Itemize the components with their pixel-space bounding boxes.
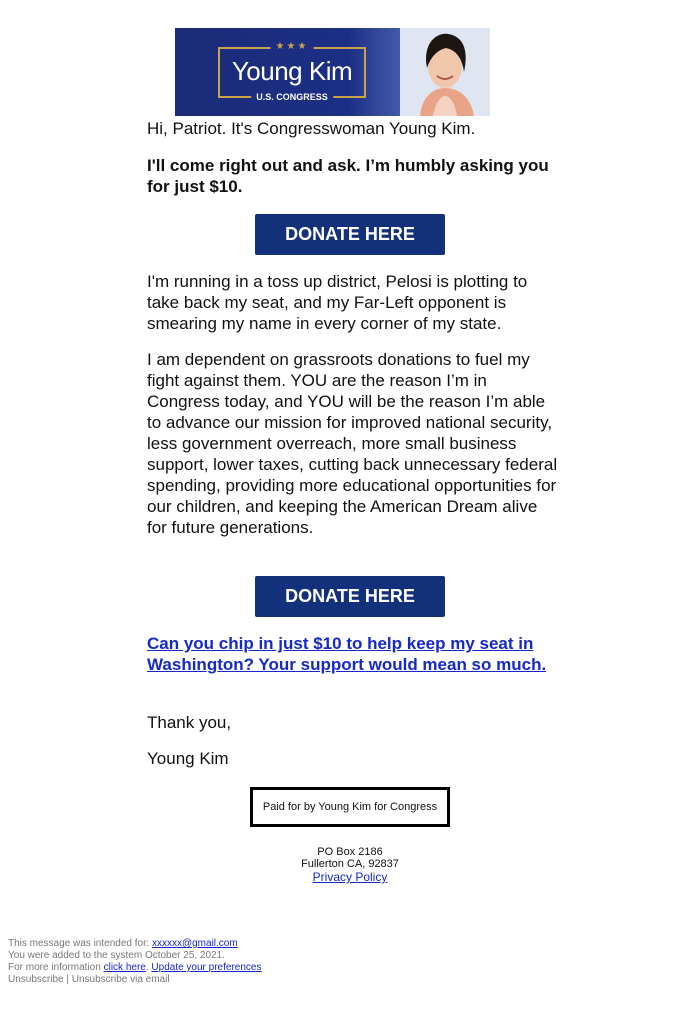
donate-button-top[interactable]: DONATE HERE xyxy=(255,214,445,255)
logo-subtitle: U.S. CONGRESS xyxy=(251,90,333,104)
body-paragraph-1: I'm running in a toss up district, Pelosi is plotting to take back my seat, and my Far-Left opponent is smearing my name in every corner of my state. xyxy=(147,272,528,333)
recipient-email-link[interactable]: xxxxxx@gmail.com xyxy=(151,938,238,949)
closing-text: Thank you, xyxy=(147,713,232,732)
click-here-link[interactable]: click here xyxy=(103,962,146,973)
privacy-policy-link[interactable]: Privacy Policy xyxy=(312,870,388,884)
footer-added: You were added to the system October 25, 2021. xyxy=(8,950,225,961)
address-line-2: Fullerton CA, 92837 xyxy=(301,858,399,870)
signature: Young Kim xyxy=(147,749,229,768)
footer-info-label: For more information xyxy=(8,962,104,973)
footer-separator: . xyxy=(145,962,152,973)
footer-info xyxy=(8,962,261,974)
greeting-text: Hi, Patriot. It's Congresswoman Young Kim. xyxy=(147,119,476,138)
header-banner xyxy=(175,28,490,116)
paid-for-disclaimer xyxy=(250,787,450,827)
address-line-1: PO Box 2186 xyxy=(317,846,383,858)
unsubscribe-links[interactable]: Unsubscribe | Unsubscribe via email xyxy=(8,974,170,985)
logo-name: Young Kim xyxy=(231,56,353,86)
chip-in-link[interactable]: Can you chip in just $10 to help keep my seat in Washington? Your support would mean so much. xyxy=(147,634,547,674)
candidate-portrait xyxy=(400,28,490,116)
footer-intended-label: This message was intended for: xyxy=(8,938,152,949)
privacy-policy-container xyxy=(200,870,500,884)
body-paragraph-2: I am dependent on grassroots donations to fuel my fight against them. YOU are the reason I’m in Congress today, and YOU will be the reason I’m able to advance our mission for improved national security, less government overreach, more small business support, lower taxes, cutting back unnecessary federal spending, providing more educational opportunities for our children, and keeping the American Dream alive for future generations. xyxy=(147,350,558,537)
paid-for-text: Paid for by Young Kim for Congress xyxy=(262,801,438,813)
ask-text: I'll come right out and ask. I’m humbly asking you for just $10. xyxy=(147,156,549,196)
footer-intended xyxy=(8,938,261,950)
donate-button-bottom[interactable]: DONATE HERE xyxy=(255,576,445,617)
update-preferences-link[interactable]: Update your preferences xyxy=(151,962,262,973)
email-footer xyxy=(8,938,261,986)
logo-stars: ★★★ xyxy=(271,40,314,54)
campaign-logo xyxy=(218,41,366,102)
mailing-address xyxy=(200,846,500,870)
